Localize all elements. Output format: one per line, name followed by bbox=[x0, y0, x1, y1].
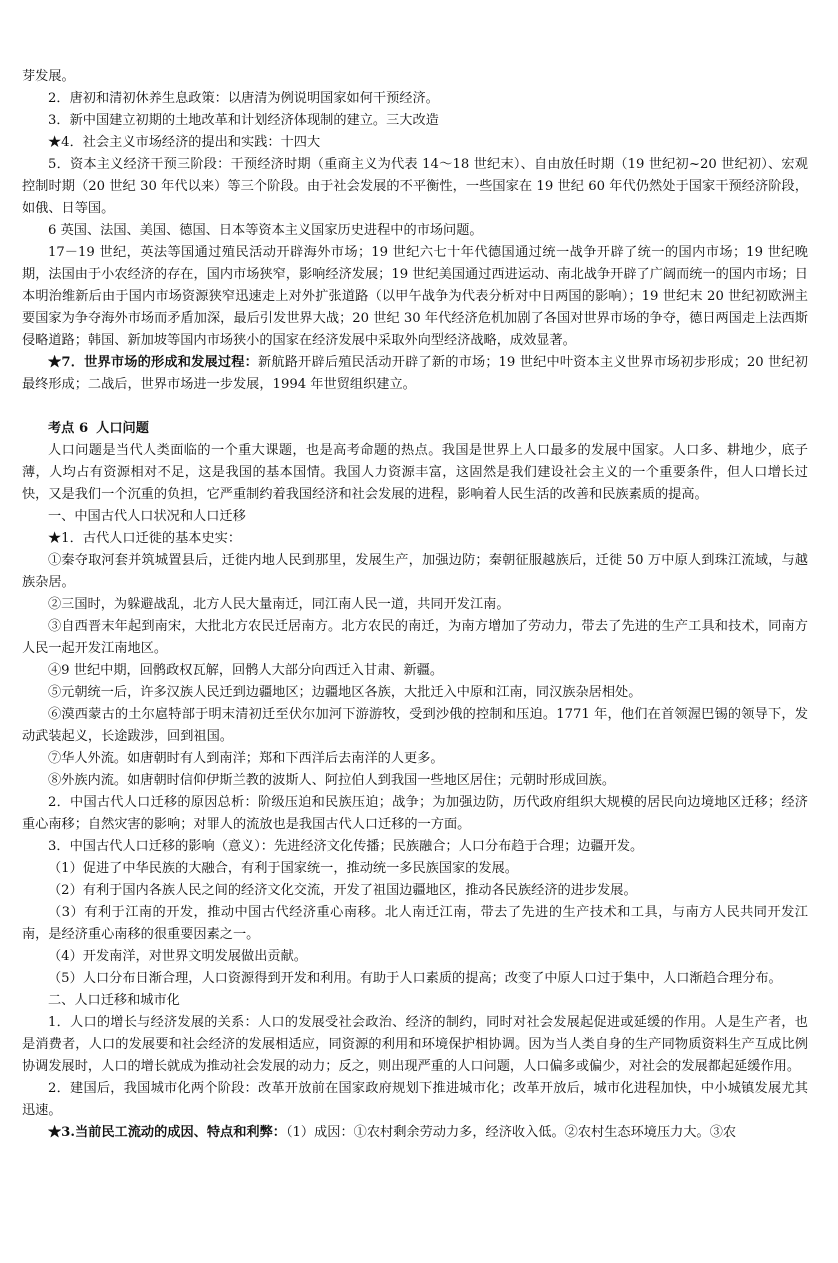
list-item: ⑧外族内流。如唐朝时信仰伊斯兰教的波斯人、阿拉伯人到我国一些地区居住；元朝时形成回族。 bbox=[48, 773, 616, 788]
subheading: 二、人口迁移和城市化 bbox=[48, 993, 180, 1008]
list-item: ③自西晋末年起到南宋，大批北方农民迁居南方。北方农民的南迁，为南方增加了劳动力，带去了先进的生产工具和技术，同南方人民一起开发江南地区。 bbox=[22, 619, 808, 656]
list-item: （2）有利于国内各族人民之间的经济文化交流，开发了祖国边疆地区，推动各民族经济的进步发展。 bbox=[48, 883, 637, 898]
paragraph: 2．中国古代人口迁移的原因总析：阶级压迫和民族压迫；战争；为加强边防，历代政府组织大规模的居民向边境地区迁移；经济重心南移；自然灾害的影响；对罪人的流放也是我国古代人口迁移的一方面。 bbox=[22, 795, 808, 832]
list-item: ④9 世纪中期，回鹘政权瓦解，回鹘人大部分向西迁入甘肃、新疆。 bbox=[48, 663, 444, 678]
spacer bbox=[22, 396, 808, 418]
list-item: ⑤元朝统一后，许多汉族人民迁到边疆地区；边疆地区各族，大批迁入中原和江南，同汉族杂居相处。 bbox=[48, 685, 642, 700]
paragraph bbox=[22, 352, 808, 396]
list-item: ⑥漠西蒙古的土尔扈特部于明末清初迁至伏尔加河下游游牧，受到沙俄的控制和压迫。1771 年，他们在首领渥巴锡的领导下，发动武装起义，长途跋涉，回到祖国。 bbox=[22, 707, 808, 744]
paragraph: 17－19 世纪，英法等国通过殖民活动开辟海外市场；19 世纪六七十年代德国通过统一战争开辟了统一的国内市场；19 世纪晚期，法国由于小农经济的存在，国内市场狭窄，影响经济发展；19 世纪美国通过西进运动、南北战争开辟了广阔而统一的国内市场；日本明治维新后由于国内市场资源狭窄迅速走上对外扩张道路（以甲午战争为代表分析对中日两国的影响）；19 世纪末 20 世纪初欧洲主要国家为争夺海外市场而矛盾加深，最后引发世界大战；20 世纪 30 年代经济危机加剧了各国对世界市场的争夺，德日两国走上法西斯侵略道路；韩国、新加坡等国内市场狭小的国家在经济发展中采取外向型经济战略，成效显著。 bbox=[22, 245, 808, 348]
paragraph-text: （1）成因：①农村剩余劳动力多，经济收入低。②农村生态环境压力大。③农 bbox=[285, 1125, 737, 1140]
paragraph-text: 新航路开辟后殖民活动开辟了新的市场；19 世纪中叶资本主义世界市场初步形成；20 世纪初最终形成；二战后，世界市场进一步发展，1994 年世贸组织建立。 bbox=[22, 355, 808, 392]
bold-lead: ★7．世界市场的形成和发展过程： bbox=[48, 355, 258, 370]
paragraph: 5．资本主义经济干预三阶段：干预经济时期（重商主义为代表 14～18 世纪末）、自由放任时期（19 世纪初~20 世纪初）、宏观控制时期（20 世纪 30 年代以来）等三个阶段。由于社会发展的不平衡性，一些国家在 19 世纪 60 年代仍然处于国家干预经济阶段，如俄、日等国。 bbox=[22, 157, 808, 216]
section-title bbox=[22, 418, 808, 440]
subheading: 一、中国古代人口状况和人口迁移 bbox=[48, 509, 246, 524]
paragraph: 芽发展。 bbox=[22, 69, 75, 84]
intro-paragraph: 人口问题是当代人类面临的一个重大课题，也是高考命题的热点。我国是世界上人口最多的发展中国家。人口多、耕地少，底子薄，人均占有资源相对不足，这是我国的基本国情。我国人力资源丰富，这固然是我们建设社会主义的一个重要条件，但人口增长过快，又是我们一个沉重的负担，它严重制约着我国经济和社会发展的进程，影响着人民生活的改善和民族素质的提高。 bbox=[22, 443, 808, 502]
paragraph: 6 英国、法国、美国、德国、日本等资本主义国家历史进程中的市场问题。 bbox=[48, 223, 483, 238]
paragraph: 2．建国后，我国城市化两个阶段：改革开放前在国家政府规划下推进城市化；改革开放后，城市化进程加快，中小城镇发展尤其迅速。 bbox=[22, 1081, 808, 1118]
paragraph: 3．新中国建立初期的土地改革和计划经济体现制的建立。三大改造 bbox=[48, 113, 439, 128]
list-item: （5）人口分布日渐合理，人口资源得到开发和利用。有助于人口素质的提高；改变了中原人口过于集中，人口渐趋合理分布。 bbox=[48, 971, 782, 986]
list-item: （1）促进了中华民族的大融合，有利于国家统一，推动统一多民族国家的发展。 bbox=[48, 861, 518, 876]
paragraph: 2．唐初和清初休养生息政策：以唐清为例说明国家如何干预经济。 bbox=[48, 91, 439, 106]
paragraph bbox=[22, 1122, 808, 1144]
list-item: （4）开发南洋，对世界文明发展做出贡献。 bbox=[48, 949, 307, 964]
paragraph: 1．人口的增长与经济发展的关系：人口的发展受社会政治、经济的制约，同时对社会发展起促进或延缓的作用。人是生产者，也是消费者，人口的发展要和社会经济的发展相适应，同资源的利用和环境保护相协调。因为当人类自身的生产同物质资料生产互成比例协调发展时，人口的增长就成为推动社会发展的动力；反之，则出现严重的人口问题，人口偏多或偏少，对社会的发展都起延缓作用。 bbox=[22, 1015, 808, 1074]
list-item: （3）有利于江南的开发，推动中国古代经济重心南移。北人南迁江南，带去了先进的生产技术和工具，与南方人民共同开发江南，是经济重心南移的很重要因素之一。 bbox=[22, 905, 808, 942]
list-item: ①秦夺取河套并筑城置县后，迁徙内地人民到那里，发展生产，加强边防；秦朝征服越族后，迁徙 50 万中原人到珠江流域，与越族杂居。 bbox=[22, 553, 808, 590]
list-item: ⑦华人外流。如唐朝时有人到南洋；郑和下西洋后去南洋的人更多。 bbox=[48, 751, 444, 766]
list-item: ②三国时，为躲避战乱，北方人民大量南迁，同江南人民一道，共同开发江南。 bbox=[48, 597, 510, 612]
subheading: ★1．古代人口迁徙的基本史实： bbox=[48, 531, 242, 546]
paragraph: 3．中国古代人口迁移的影响（意义）：先进经济文化传播；民族融合；人口分布趋于合理；边疆开发。 bbox=[48, 839, 644, 854]
section-label: 考点 6 bbox=[48, 421, 89, 436]
paragraph: ★4．社会主义市场经济的提出和实践：十四大 bbox=[48, 135, 321, 150]
bold-lead: ★3.当前民工流动的成因、特点和利弊： bbox=[48, 1125, 286, 1140]
section-heading: 人口问题 bbox=[96, 421, 149, 436]
